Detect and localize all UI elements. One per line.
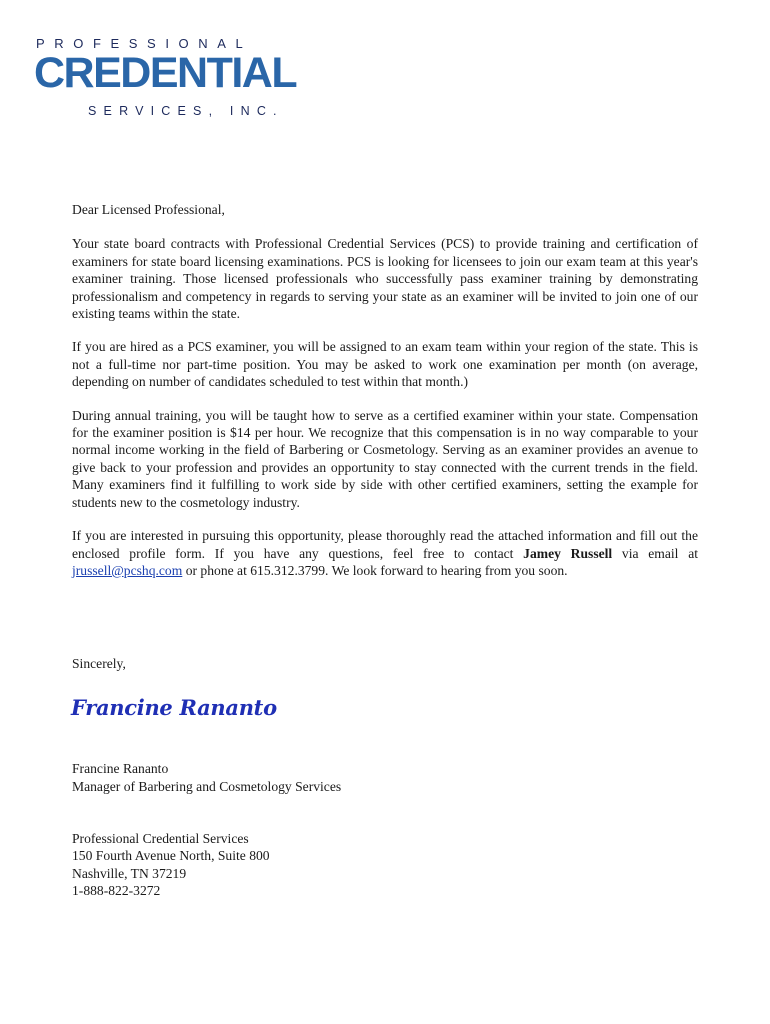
contact-name: Jamey Russell (523, 545, 613, 561)
signer-title: Manager of Barbering and Cosmetology Services (72, 778, 342, 794)
closing: Sincerely, (72, 656, 126, 671)
company-logo (34, 36, 297, 126)
address-company: Professional Credential Services (72, 831, 249, 846)
paragraph-1: Your state board contracts with Professional Credential Services (PCS) to provide training and certification of examiners for state board licensing examinations. PCS is looking for licensees to join our exam team at this year's examiner training. Those licensed professionals who successfully pass examiner training by demonstrating professionalism and competency in regards to serving your state as an examiner will be invited to join one of our existing teams within the state. (72, 236, 698, 322)
address-street: 150 Fourth Avenue North, Suite 800 (72, 848, 270, 864)
address-city: Nashville, TN 37219 (72, 865, 187, 881)
signer-block (72, 760, 341, 795)
address-block (72, 830, 270, 900)
paragraph-4-text: via email at (612, 545, 699, 561)
paragraph-4-text: or phone at 615.312.3799. We look forward to hearing from you soon. (182, 562, 568, 578)
paragraph-3: During annual training, you will be taught how to serve as a certified examiner within your state. Compensation for the examiner position is $14 per hour. We recognize that this compensation is in no way comparable to your normal income working in the field of Barbering or Cosmetology. Serving as an examiner provides an avenue to give back to your profession and provides an opportunity to stay connected with the current trends in the field. Many examiners find it fulfilling to work side by side with other certified examiners, setting the example for students new to the cosmetology industry. (72, 407, 698, 510)
logo-main-text: CREDENTIAL (34, 49, 297, 97)
address-phone: 1-888-822-3272 (72, 883, 161, 899)
paragraph-4-text: If you are interested in pursuing this opportunity, please thoroughly read the attached information and fill out the enclosed profile form. If you have any questions, feel free to contact (72, 528, 698, 561)
paragraph-4 (72, 527, 698, 579)
logo-bottom-text: SERVICES, INC. (88, 104, 284, 118)
logo-top-text: PROFESSIONAL (36, 36, 253, 51)
salutation: Dear Licensed Professional, (72, 202, 225, 217)
paragraph-2: If you are hired as a PCS examiner, you will be assigned to an exam team within your region of the state. This is not a full-time nor part-time position. You may be asked to work one examination per month (on average, depending on number of candidates scheduled to test within that month.) (72, 339, 698, 390)
email-link[interactable]: jrussell@pcshq.com (72, 562, 183, 578)
signature: Francine Rananto (71, 695, 277, 720)
letter-body (72, 201, 698, 595)
signer-name: Francine Rananto (72, 761, 169, 776)
